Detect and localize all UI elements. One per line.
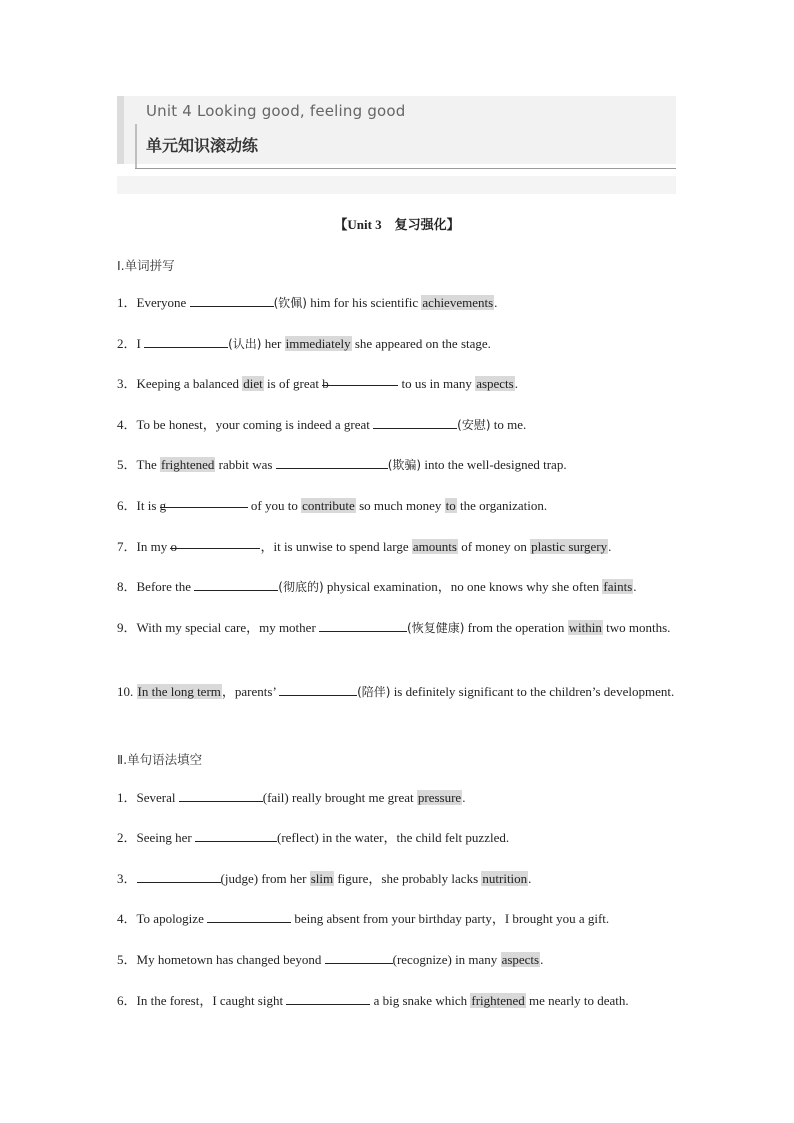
question-9: 9．With my special care，my mother (恢复健康) from the operation within two months. bbox=[117, 615, 677, 641]
answer-blank[interactable] bbox=[276, 454, 388, 469]
header-divider bbox=[135, 124, 137, 168]
header-band-bottom bbox=[117, 176, 676, 194]
question-5: 5．The frightened rabbit was (欺骗) into the well-designed trap. bbox=[117, 452, 677, 478]
header-rule bbox=[135, 168, 676, 169]
part2-heading: Ⅱ.单句语法填空 bbox=[117, 752, 203, 767]
question-8: 8．Before the (彻底的) physical examination，no one knows why she often faints. bbox=[117, 574, 677, 600]
unit-header bbox=[117, 96, 676, 196]
answer-blank[interactable] bbox=[144, 333, 228, 348]
answer-blank[interactable]: g bbox=[160, 493, 248, 508]
question-10: 10. In the long term，parents’ (陪伴) is definitely significant to the children’s development. bbox=[117, 679, 677, 705]
question-1: 1．Everyone (钦佩) him for his scientific achievements. bbox=[117, 290, 677, 316]
question-7: 7．In my o ，it is unwise to spend large amounts of money on plastic surgery. bbox=[117, 534, 677, 560]
answer-blank[interactable] bbox=[179, 787, 263, 802]
grammar-question-3: 3． (judge) from her slim figure，she probably lacks nutrition. bbox=[117, 866, 677, 892]
section-title: 单元知识滚动练 bbox=[146, 136, 259, 155]
grammar-question-6: 6．In the forest，I caught sight a big snake which frightened me nearly to death. bbox=[117, 988, 677, 1014]
question-3: 3．Keeping a balanced diet is of great b to us in many aspects. bbox=[117, 371, 677, 397]
answer-blank[interactable] bbox=[207, 908, 291, 923]
header-accent-bar bbox=[117, 96, 124, 164]
question-4: 4．To be honest，your coming is indeed a great (安慰) to me. bbox=[117, 412, 677, 438]
unit-title: Unit 4 Looking good, feeling good bbox=[146, 102, 406, 120]
answer-blank[interactable]: o bbox=[170, 534, 260, 549]
grammar-question-2: 2．Seeing her (reflect) in the water，the child felt puzzled. bbox=[117, 825, 677, 851]
answer-blank[interactable] bbox=[373, 414, 457, 429]
grammar-question-5: 5．My hometown has changed beyond (recognize) in many aspects. bbox=[117, 947, 677, 973]
answer-blank[interactable] bbox=[195, 827, 277, 842]
answer-blank[interactable] bbox=[319, 617, 407, 632]
answer-blank[interactable] bbox=[279, 681, 357, 696]
answer-blank[interactable] bbox=[137, 868, 221, 883]
answer-blank[interactable] bbox=[194, 576, 278, 591]
question-2: 2．I (认出) her immediately she appeared on the stage. bbox=[117, 331, 677, 357]
answer-blank[interactable]: b bbox=[322, 371, 398, 386]
grammar-question-4: 4．To apologize being absent from your birthday party，I brought you a gift. bbox=[117, 906, 677, 932]
answer-blank[interactable] bbox=[190, 292, 274, 307]
review-subtitle: 【Unit 3 复习强化】 bbox=[334, 217, 460, 232]
grammar-question-1: 1．Several (fail) really brought me great pressure. bbox=[117, 785, 677, 811]
part1-heading: Ⅰ.单词拼写 bbox=[117, 258, 175, 273]
answer-blank[interactable] bbox=[325, 949, 393, 964]
answer-blank[interactable] bbox=[286, 990, 370, 1005]
question-6: 6．It is g of you to contribute so much money to the organization. bbox=[117, 493, 677, 519]
